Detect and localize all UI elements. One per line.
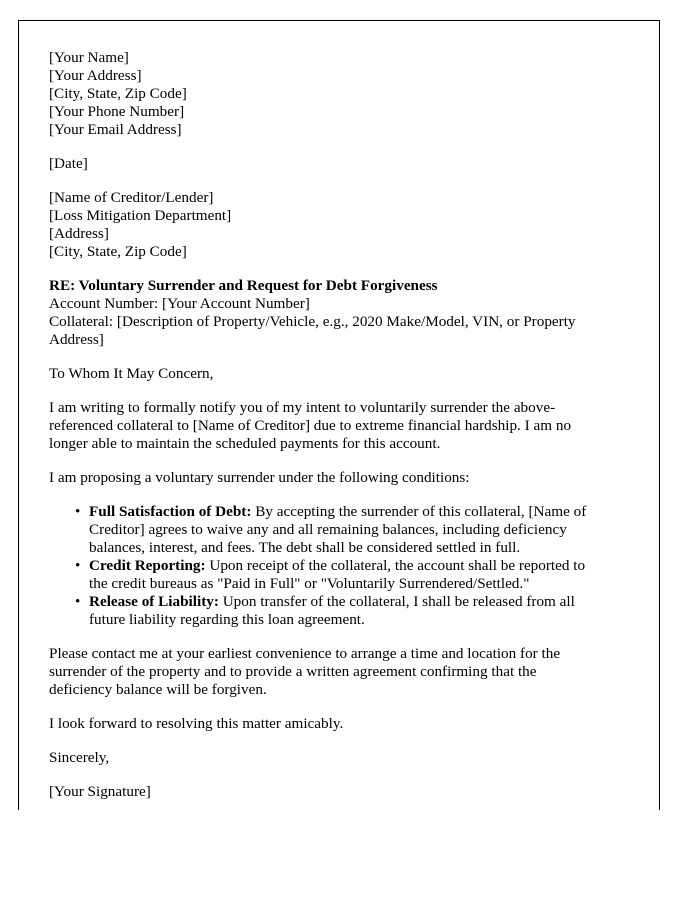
date-block (49, 155, 631, 173)
letter-date: [Date] (49, 155, 88, 172)
list-item (75, 557, 631, 593)
condition-2-line-2: the credit bureaus as "Paid in Full" or "Voluntarily Surrendered/Settled." (89, 575, 530, 592)
letter-page (18, 20, 660, 810)
proposal-paragraph (49, 469, 631, 487)
recipient-address: [Address] (49, 225, 109, 242)
sender-name: [Your Name] (49, 49, 129, 66)
signoff (49, 749, 631, 767)
recipient-city-state-zip: [City, State, Zip Code] (49, 243, 187, 260)
condition-3-line-2: future liability regarding this loan agreement. (89, 611, 365, 628)
letter-content (49, 49, 631, 810)
conditions-list (49, 503, 631, 629)
condition-1-line-2: Creditor] agrees to waive any and all remaining balances, including deficiency (89, 521, 567, 538)
proposal-text: I am proposing a voluntary surrender under the following conditions: (49, 469, 470, 486)
sender-city-state-zip: [City, State, Zip Code] (49, 85, 187, 102)
bullet-icon: • (75, 503, 81, 520)
closing-remark (49, 715, 631, 733)
salutation (49, 365, 631, 383)
sender-block (49, 49, 631, 139)
intro-paragraph (49, 399, 631, 453)
collateral-line-1: Collateral: [Description of Property/Vehicle, e.g., 2020 Make/Model, VIN, or Property (49, 313, 576, 330)
recipient-creditor: [Name of Creditor/Lender] (49, 189, 214, 206)
request-paragraph (49, 645, 631, 699)
condition-text: By accepting the surrender of this collateral, [Name of (251, 503, 587, 520)
condition-term: Credit Reporting: (89, 557, 206, 574)
condition-2-line-1 (89, 557, 631, 575)
intro-line-1: I am writing to formally notify you of my intent to voluntarily surrender the above- (49, 399, 556, 416)
reference-title: RE: Voluntary Surrender and Request for Debt Forgiveness (49, 277, 438, 294)
sender-address: [Your Address] (49, 67, 142, 84)
condition-3-line-1 (89, 593, 631, 611)
signature-text: [Your Signature] (49, 783, 151, 800)
intro-line-3: longer able to maintain the scheduled payments for this account. (49, 435, 441, 452)
closing-remark-text: I look forward to resolving this matter amicably. (49, 715, 344, 732)
bullet-icon: • (75, 593, 81, 610)
account-label: Account Number: (49, 295, 163, 312)
condition-text: Upon transfer of the collateral, I shall be released from all (218, 593, 575, 610)
condition-1-line-3: balances, interest, and fees. The debt shall be considered settled in full. (89, 539, 521, 556)
request-line-2: surrender of the property and to provide a written agreement confirming that the (49, 663, 537, 680)
signature (49, 783, 631, 801)
list-item (75, 503, 631, 557)
collateral-line-2: Address] (49, 331, 104, 348)
sender-phone: [Your Phone Number] (49, 103, 185, 120)
bullet-icon: • (75, 557, 81, 574)
reference-block (49, 277, 631, 349)
condition-term: Release of Liability: (89, 593, 219, 610)
list-item (75, 593, 631, 629)
condition-term: Full Satisfaction of Debt: (89, 503, 252, 520)
condition-1-line-1 (89, 503, 631, 521)
recipient-department: [Loss Mitigation Department] (49, 207, 232, 224)
recipient-block (49, 189, 631, 261)
sender-email: [Your Email Address] (49, 121, 182, 138)
intro-line-2: referenced collateral to [Name of Creditor] due to extreme financial hardship. I am no (49, 417, 572, 434)
signoff-text: Sincerely, (49, 749, 110, 766)
condition-text: Upon receipt of the collateral, the account shall be reported to (205, 557, 586, 574)
request-line-3: deficiency balance will be forgiven. (49, 681, 267, 698)
account-number-line (49, 295, 631, 313)
account-value: [Your Account Number] (162, 295, 310, 312)
request-line-1: Please contact me at your earliest convenience to arrange a time and location for the (49, 645, 561, 662)
salutation-text: To Whom It May Concern, (49, 365, 214, 382)
